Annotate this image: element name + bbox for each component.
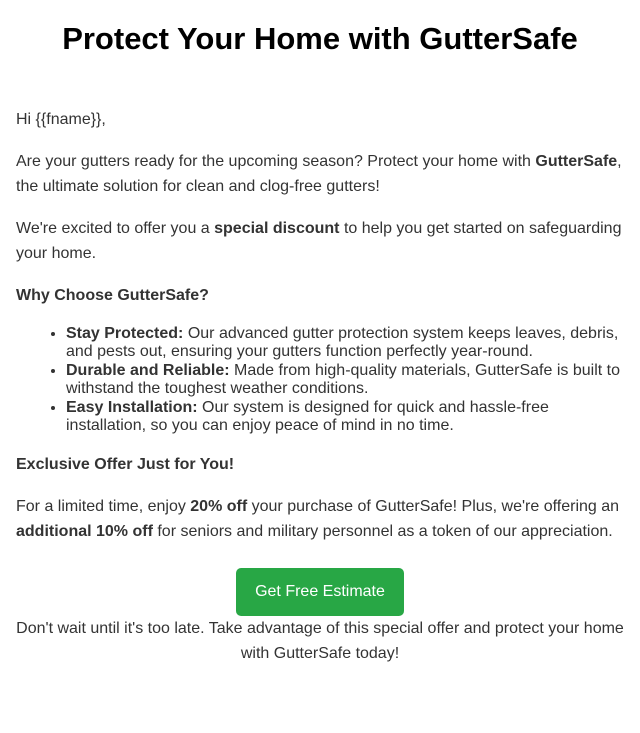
benefits-list xyxy=(16,325,624,435)
intro-paragraph: Are your gutters ready for the upcoming season? Protect your home with GutterSafe, the ultimate solution for clean and clog-free gutters! xyxy=(16,153,622,195)
email-title: Protect Your Home with GutterSafe xyxy=(62,21,578,56)
benefit-item-stay-protected: • Stay Protected: Our advanced gutter protection system keeps leaves, debris, and pests out, ensuring your gutters function perfectly year-round. xyxy=(66,325,624,362)
offer-paragraph: For a limited time, enjoy 20% off your purchase of GutterSafe! Plus, we're offering an additional 10% off for seniors and military personnel as a token of our appreciation. xyxy=(16,498,620,541)
benefit-item-durable-reliable: • Durable and Reliable: Made from high-quality materials, GutterSafe is built to withstand the toughest weather conditions. xyxy=(66,362,624,399)
footer-note: Don't wait until it's too late. Take advantage of this special offer and protect your home with GutterSafe today! xyxy=(16,620,624,663)
cta-button-container xyxy=(16,568,624,616)
greeting-paragraph: Hi {{fname}}, xyxy=(16,111,106,128)
benefit-item-easy-installation: • Easy Installation: Our system is designed for quick and hassle-free installation, so you can enjoy peace of mind in no time. xyxy=(66,399,624,436)
why-choose-heading: Why Choose GutterSafe? xyxy=(16,287,209,304)
get-free-estimate-button[interactable]: Get Free Estimate xyxy=(236,568,404,616)
discount-paragraph: We're excited to offer you a special discount to help you get started on safeguarding your home. xyxy=(16,220,622,262)
exclusive-offer-heading: Exclusive Offer Just for You! xyxy=(16,456,235,474)
